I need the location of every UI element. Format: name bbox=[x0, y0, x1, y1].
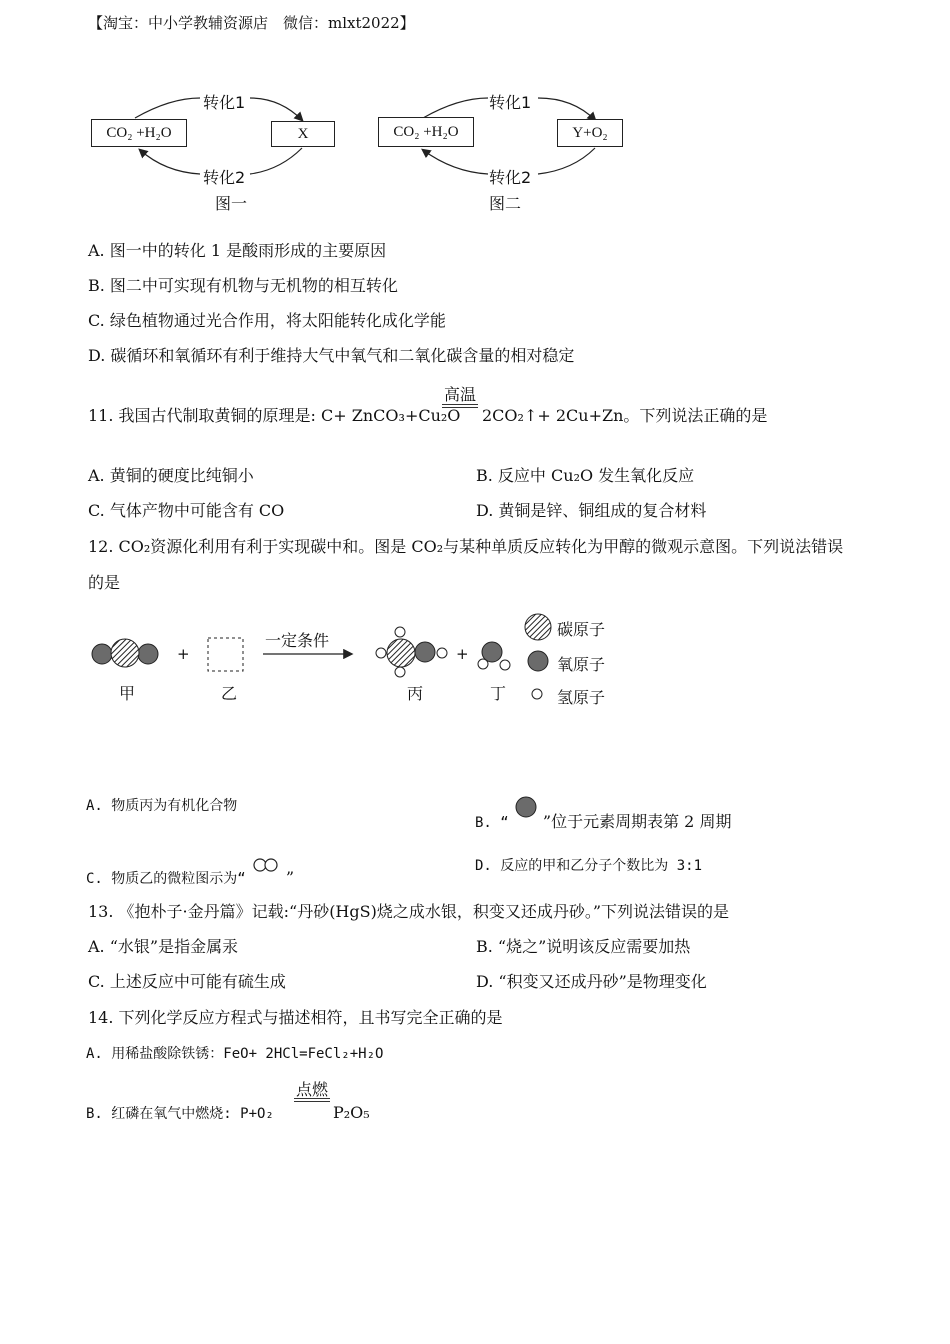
q12-plus-2: + bbox=[456, 645, 469, 663]
q11-condition: 高温 bbox=[443, 385, 476, 404]
q14-option-b-prefix-text: B. 红磷在氧气中燃烧: P+O₂ bbox=[86, 1106, 274, 1122]
figure-two-top-label: 转化1 bbox=[489, 93, 532, 112]
oxygen-atom-icon bbox=[514, 795, 538, 819]
figure-two-caption: 图二 bbox=[489, 194, 522, 213]
hydrogen-molecule-icon bbox=[251, 855, 281, 875]
q14-option-b-prefix bbox=[86, 1103, 274, 1124]
q12-stem-line2: 的是 bbox=[88, 573, 121, 592]
q12-option-c bbox=[86, 855, 294, 889]
jia-carbon bbox=[111, 639, 139, 667]
q14-stem: 14. 下列化学反应方程式与描述相符，且书写完全正确的是 bbox=[88, 1008, 503, 1027]
q12-option-a bbox=[86, 795, 237, 816]
q12-option-c-prefix: C. 物质乙的微粒图示为“ bbox=[86, 871, 246, 887]
figure-two-bottom-label: 转化2 bbox=[489, 168, 532, 187]
q14-option-a bbox=[86, 1043, 383, 1064]
q12-stem-line1: 12. CO₂资源化利用有利于实现碳中和。图是 CO₂与某种单质反应转化为甲醇的微观示意图。下列说法错误 bbox=[88, 537, 844, 556]
jia-oxygen-right bbox=[138, 644, 158, 664]
q10-option-a: A. 图一中的转化 1 是酸雨形成的主要原因 bbox=[88, 241, 387, 260]
q11-option-c: C. 气体产物中可能含有 CO bbox=[88, 501, 285, 520]
q10-option-c: C. 绿色植物通过光合作用，将太阳能转化成化学能 bbox=[88, 311, 446, 330]
yi-dashed-box bbox=[208, 638, 243, 671]
q12-label-bing: 丙 bbox=[407, 684, 424, 703]
q11-option-a: A. 黄铜的硬度比纯铜小 bbox=[88, 466, 254, 485]
q13-option-a: A. “水银”是指金属汞 bbox=[88, 937, 239, 956]
jia-oxygen-left bbox=[92, 644, 112, 664]
figure-one-bottom-label: 转化2 bbox=[203, 168, 246, 187]
q11-option-b: B. 反应中 Cu₂O 发生氧化反应 bbox=[476, 466, 695, 485]
q13-option-d: D. “积变又还成丹砂”是物理变化 bbox=[476, 972, 707, 991]
q14-option-b-suffix: P₂O₅ bbox=[333, 1103, 370, 1122]
q12-option-d-text: D. 反应的甲和乙分子个数比为 3:1 bbox=[475, 858, 703, 874]
q12-option-a-text: A. 物质丙为有机化合物 bbox=[86, 798, 238, 814]
q12-option-d bbox=[475, 855, 702, 876]
q12-plus-1: + bbox=[177, 645, 190, 663]
figure-two-right-box: Y+O₂ bbox=[557, 119, 623, 147]
figure-one-caption: 图一 bbox=[215, 194, 248, 213]
q11-equals-sign bbox=[442, 404, 478, 408]
q14-equals-sign bbox=[294, 1098, 330, 1102]
q12-option-b-prefix: B. “ bbox=[475, 815, 509, 831]
q12-legend-carbon: 碳原子 bbox=[557, 620, 606, 639]
q13-stem: 13. 《抱朴子·金丹篇》记载:“丹砂(HgS)烧之成水银，积变又还成丹砂。”下列说法错误的是 bbox=[88, 902, 730, 921]
q10-option-b: B. 图二中可实现有机物与无机物的相互转化 bbox=[88, 276, 398, 295]
q13-option-b: B. “烧之”说明该反应需要加热 bbox=[476, 937, 691, 956]
q12-option-b-suffix: ”位于元素周期表第 2 周期 bbox=[542, 812, 732, 831]
q14-option-a-text: A. 用稀盐酸除铁锈：FeO+ 2HCl=FeCl₂+H₂O bbox=[86, 1046, 384, 1062]
q12-option-b bbox=[475, 795, 731, 833]
figure-two-left-box: CO₂ +H₂O bbox=[378, 117, 474, 147]
figure-one-top-label: 转化1 bbox=[203, 93, 246, 112]
q11-option-d: D. 黄铜是锌、铜组成的复合材料 bbox=[476, 501, 707, 520]
q12-legend-hydrogen: 氢原子 bbox=[557, 688, 606, 707]
figure-one-left-box: CO₂ +H₂O bbox=[91, 119, 187, 147]
q12-label-yi: 乙 bbox=[221, 684, 238, 703]
q11-stem-suffix: 2CO₂↑+ 2Cu+Zn。下列说法正确的是 bbox=[482, 406, 768, 425]
q12-condition: 一定条件 bbox=[265, 631, 330, 650]
q12-label-ding: 丁 bbox=[490, 684, 507, 703]
page-header: 【淘宝：中小学教辅资源店 微信：mlxt2022】 bbox=[88, 14, 415, 32]
q10-option-d: D. 碳循环和氧循环有利于维持大气中氧气和二氧化碳含量的相对稳定 bbox=[88, 346, 575, 365]
figure-one-right-box: X bbox=[271, 121, 335, 147]
q12-option-c-suffix: ” bbox=[285, 868, 295, 887]
q13-option-c: C. 上述反应中可能有硫生成 bbox=[88, 972, 286, 991]
q14-condition: 点燃 bbox=[295, 1080, 328, 1099]
q12-legend-oxygen: 氧原子 bbox=[557, 655, 606, 674]
q11-stem-prefix: 11. 我国古代制取黄铜的原理是: C+ ZnCO₃+Cu₂O bbox=[88, 406, 461, 425]
q12-label-jia: 甲 bbox=[119, 684, 136, 703]
